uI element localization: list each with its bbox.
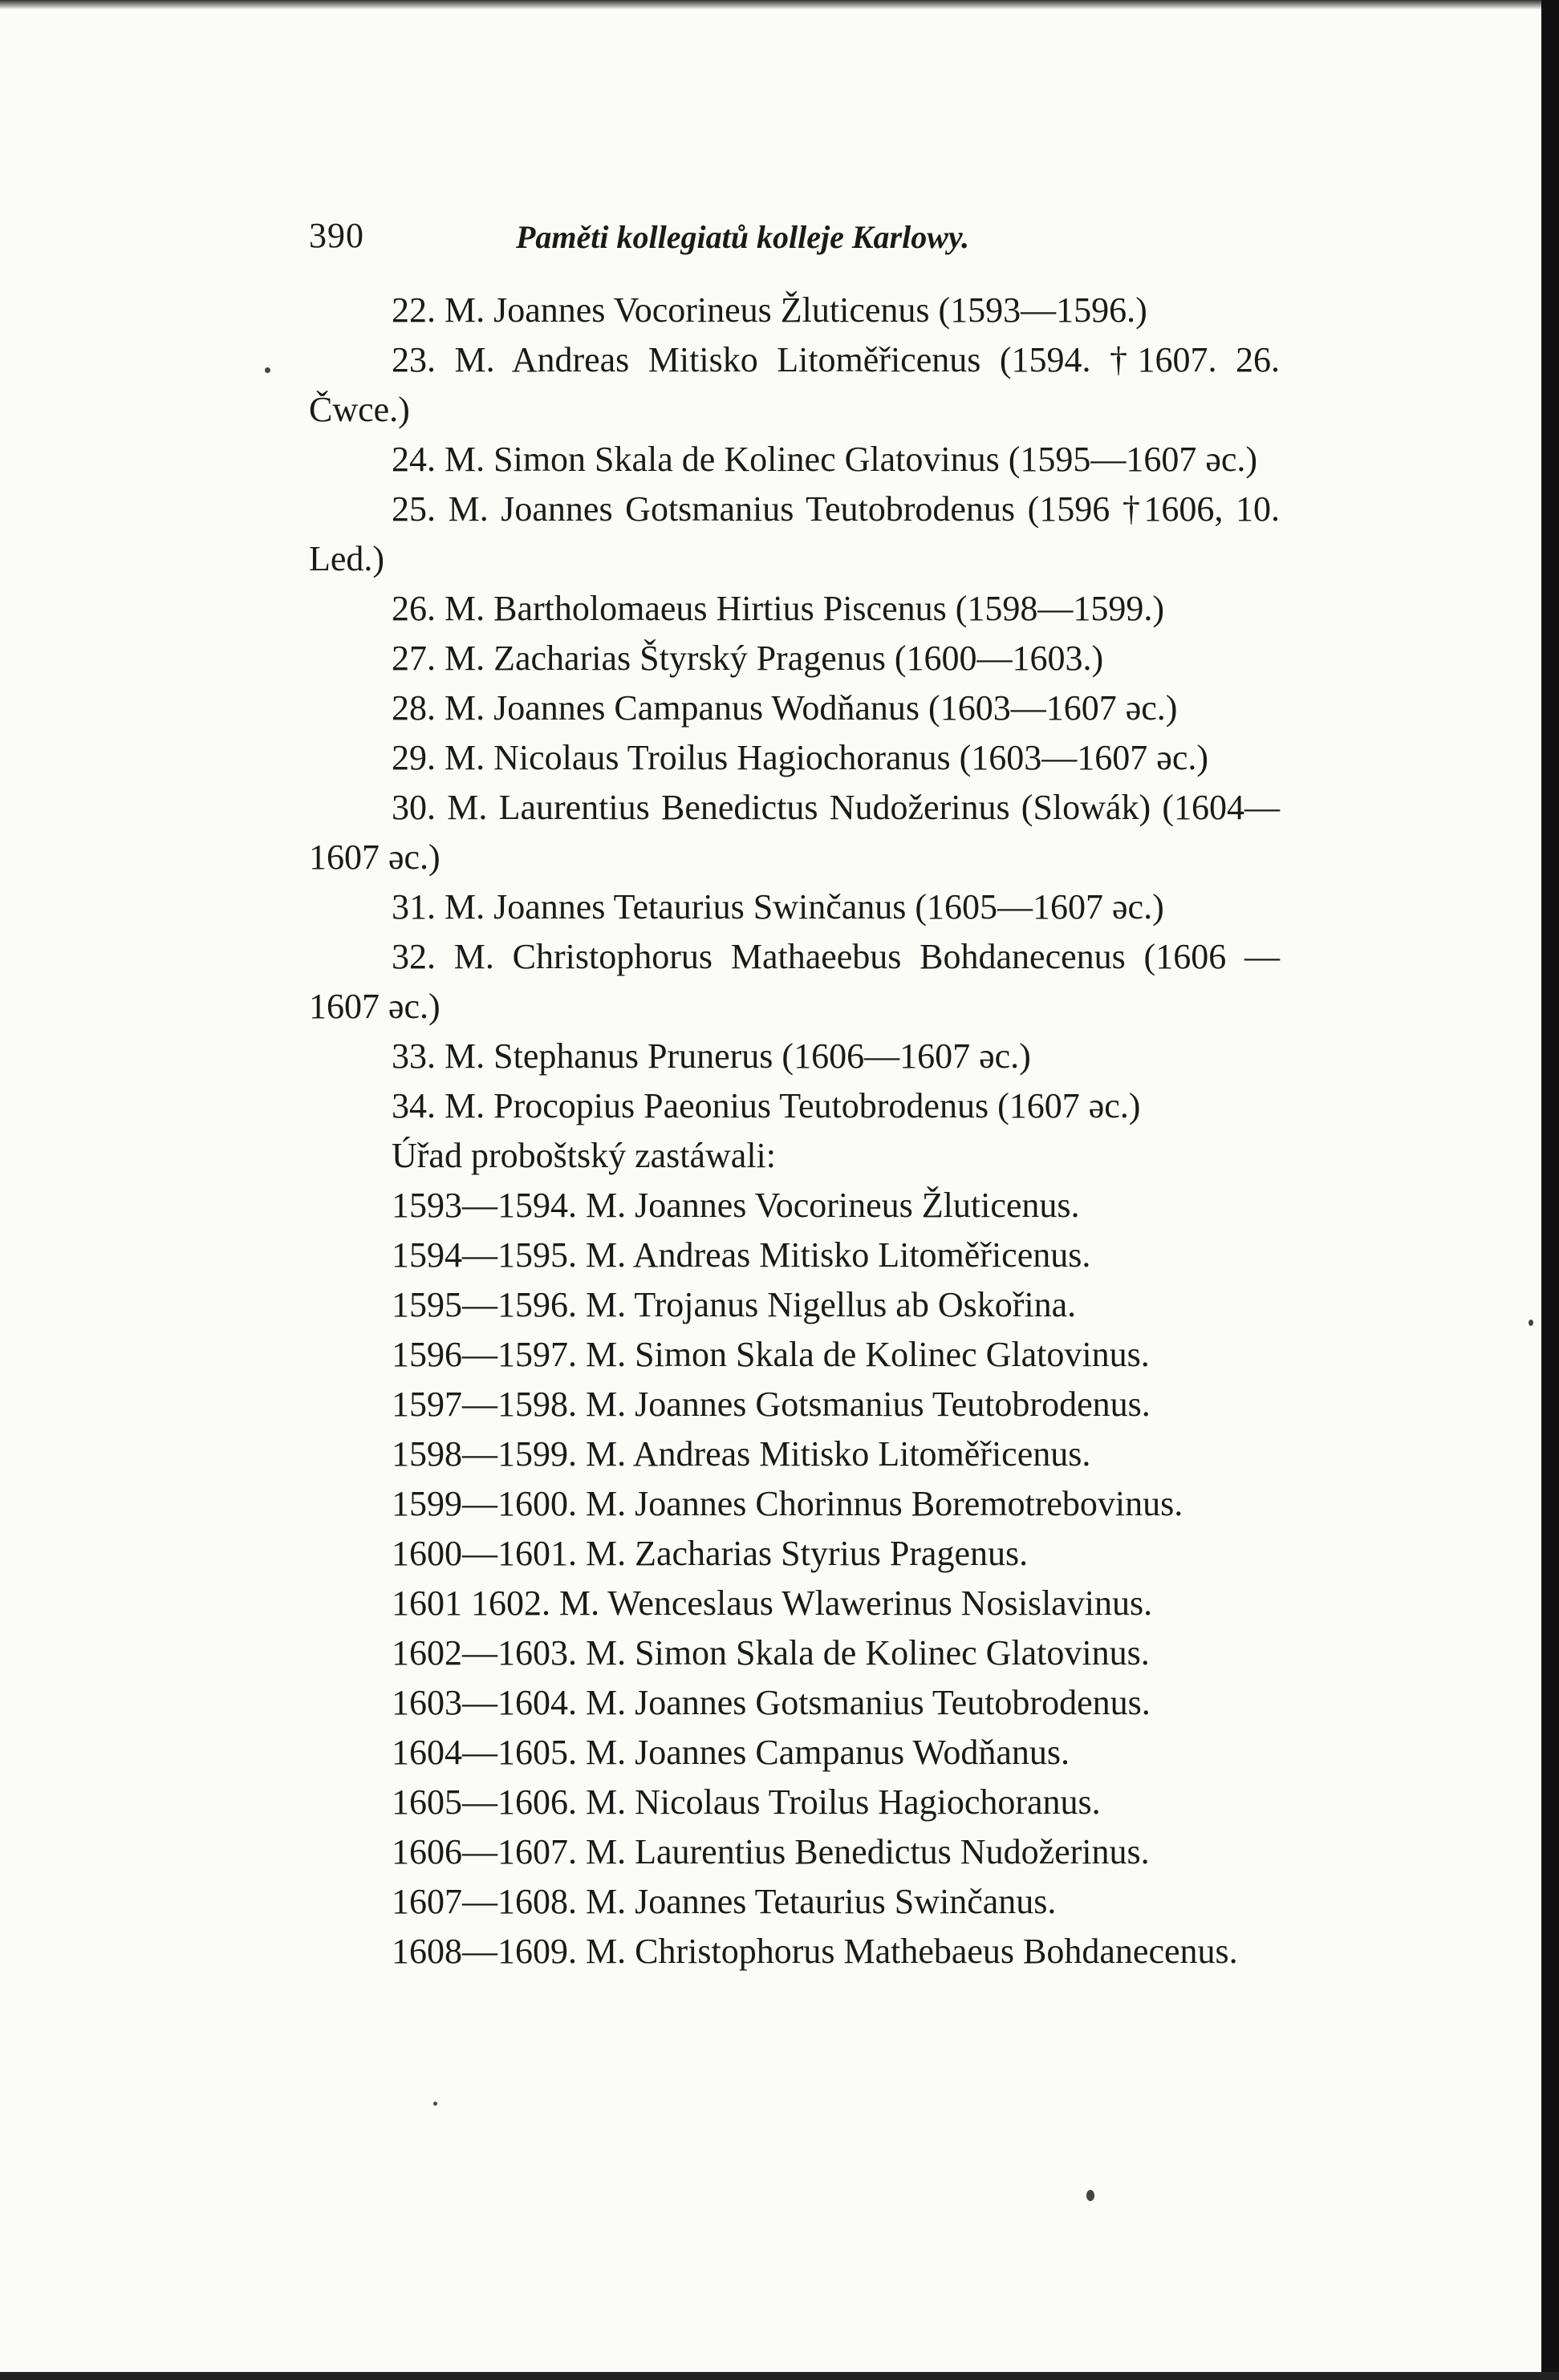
ink-speck (1086, 2190, 1094, 2201)
table-row (309, 1778, 1280, 1827)
provost-name: M. Joannes Tetaurius Swinčanus. (586, 1882, 1057, 1921)
table-row (309, 1877, 1280, 1927)
list-item (309, 733, 1280, 783)
list-item (309, 584, 1280, 634)
table-row (309, 1628, 1280, 1678)
provost-name: M. Andreas Mitisko Litoměřicenus. (586, 1235, 1091, 1275)
table-row (309, 1927, 1280, 1977)
bottom-scan-edge (0, 2372, 1559, 2380)
table-row (309, 1380, 1280, 1429)
list-item (309, 683, 1280, 733)
provost-name: M. Christophorus Mathebaeus Bohdanecenus. (586, 1932, 1238, 1971)
years: 1607—1608. (392, 1882, 577, 1921)
entry-text: M. Joannes Gotsmanius Teutobrodenus (1596 †1606, 10. Led.) (309, 489, 1280, 578)
entry-text: M. Christophorus Mathaeebus Bohdanecenus (1606 —1607 əc.) (309, 937, 1280, 1026)
ink-speck (1529, 1320, 1533, 1326)
list-item (309, 485, 1280, 584)
entry-text: M. Laurentius Benedictus Nudožerinus (Slowák) (1604—1607 əc.) (309, 788, 1280, 877)
provost-name: M. Joannes Chorinnus Boremotrebovinus. (586, 1484, 1183, 1523)
provost-list (309, 1181, 1280, 1977)
provost-name: M. Andreas Mitisko Litoměřicenus. (586, 1434, 1091, 1474)
years: 1600—1601. (392, 1534, 577, 1573)
years: 1598—1599. (392, 1434, 577, 1474)
entry-number: 27. (392, 639, 436, 678)
office-heading: Úřad proboštský zastáwali: (392, 1136, 776, 1175)
entry-number: 24. (392, 440, 436, 479)
years: 1602—1603. (392, 1633, 577, 1672)
running-title: Paměti kollegiatů kolleje Karlowy. (516, 219, 970, 255)
entry-text: M. Joannes Campanus Wodňanus (1603—1607 əc.) (445, 688, 1178, 728)
years: 1603—1604. (392, 1683, 577, 1722)
years: 1599—1600. (392, 1484, 577, 1523)
entry-text: M. Nicolaus Troilus Hagiochoranus (1603—1607 əc.) (445, 738, 1209, 777)
entry-text: M. Stephanus Prunerus (1606—1607 əc.) (445, 1036, 1031, 1076)
table-row (309, 1728, 1280, 1778)
table-row (309, 1678, 1280, 1728)
entry-text: M. Procopius Paeonius Teutobrodenus (1607 əc.) (445, 1086, 1141, 1125)
provost-name: M. Joannes Gotsmanius Teutobrodenus. (586, 1385, 1151, 1424)
years: 1596—1597. (392, 1335, 577, 1374)
table-row (309, 1181, 1280, 1231)
table-row (309, 1280, 1280, 1330)
entry-number: 31. (392, 887, 436, 926)
list-item (309, 1081, 1280, 1131)
page-number: 390 (309, 216, 364, 255)
years: 1594—1595. (392, 1235, 577, 1275)
table-row (309, 1579, 1280, 1628)
entry-number: 25. (392, 489, 436, 529)
ink-speck (433, 2102, 437, 2106)
provost-name: M. Simon Skala de Kolinec Glatovinus. (586, 1633, 1150, 1672)
top-scan-edge (0, 0, 1559, 10)
years: 1608—1609. (392, 1932, 577, 1971)
entry-number: 34. (392, 1086, 436, 1125)
list-item (309, 1032, 1280, 1081)
provost-name: M. Trojanus Nigellus ab Oskořina. (586, 1285, 1077, 1324)
list-item (309, 882, 1280, 932)
table-row (309, 1429, 1280, 1479)
collegiate-list (309, 286, 1280, 1131)
ink-speck (265, 367, 270, 373)
years: 1595—1596. (392, 1285, 577, 1324)
right-scan-edge (1541, 0, 1559, 2380)
years: 1606—1607. (392, 1832, 577, 1871)
provost-name: M. Joannes Campanus Wodňanus. (586, 1733, 1070, 1772)
list-item (309, 783, 1280, 882)
years: 1593—1594. (392, 1186, 577, 1225)
entry-text: M. Bartholomaeus Hirtius Piscenus (1598—1599.) (445, 589, 1165, 628)
entry-number: 30. (392, 788, 436, 827)
list-item (309, 435, 1280, 485)
list-item (309, 932, 1280, 1032)
years: 1601 1602. (392, 1583, 550, 1623)
table-row (309, 1529, 1280, 1579)
provost-name: M. Zacharias Styrius Pragenus. (586, 1534, 1029, 1573)
table-row (309, 1827, 1280, 1877)
entry-number: 28. (392, 688, 436, 728)
entry-number: 22. (392, 290, 436, 330)
provost-name: M. Laurentius Benedictus Nudožerinus. (586, 1832, 1150, 1871)
list-item (309, 335, 1280, 435)
years: 1604—1605. (392, 1733, 577, 1772)
years: 1605—1606. (392, 1782, 577, 1822)
table-row (309, 1479, 1280, 1529)
list-item (309, 634, 1280, 683)
body-text (309, 286, 1280, 1977)
entry-text: M. Simon Skala de Kolinec Glatovinus (1595—1607 əc.) (445, 440, 1258, 479)
table-row (309, 1231, 1280, 1280)
page-header (309, 215, 1304, 263)
list-item (309, 286, 1280, 335)
provost-name: M. Wenceslaus Wlawerinus Nosislavinus. (559, 1583, 1153, 1623)
entry-text: M. Zacharias Štyrský Pragenus (1600—1603.) (445, 639, 1104, 678)
entry-number: 26. (392, 589, 436, 628)
entry-number: 33. (392, 1036, 436, 1076)
entry-number: 32. (392, 937, 436, 976)
entry-number: 23. (392, 340, 436, 379)
entry-text: M. Joannes Vocorineus Žluticenus (1593—1596.) (445, 290, 1147, 330)
provost-name: M. Nicolaus Troilus Hagiochoranus. (586, 1782, 1101, 1822)
provost-name: M. Joannes Gotsmanius Teutobrodenus. (586, 1683, 1151, 1722)
provost-name: M. Simon Skala de Kolinec Glatovinus. (586, 1335, 1150, 1374)
entry-number: 29. (392, 738, 436, 777)
years: 1597—1598. (392, 1385, 577, 1424)
entry-text: M. Andreas Mitisko Litoměřicenus (1594. †1607. 26. Čwce.) (309, 340, 1281, 429)
table-row (309, 1330, 1280, 1380)
provost-name: M. Joannes Vocorineus Žluticenus. (586, 1186, 1080, 1225)
entry-text: M. Joannes Tetaurius Swinčanus (1605—1607 əc.) (445, 887, 1164, 926)
